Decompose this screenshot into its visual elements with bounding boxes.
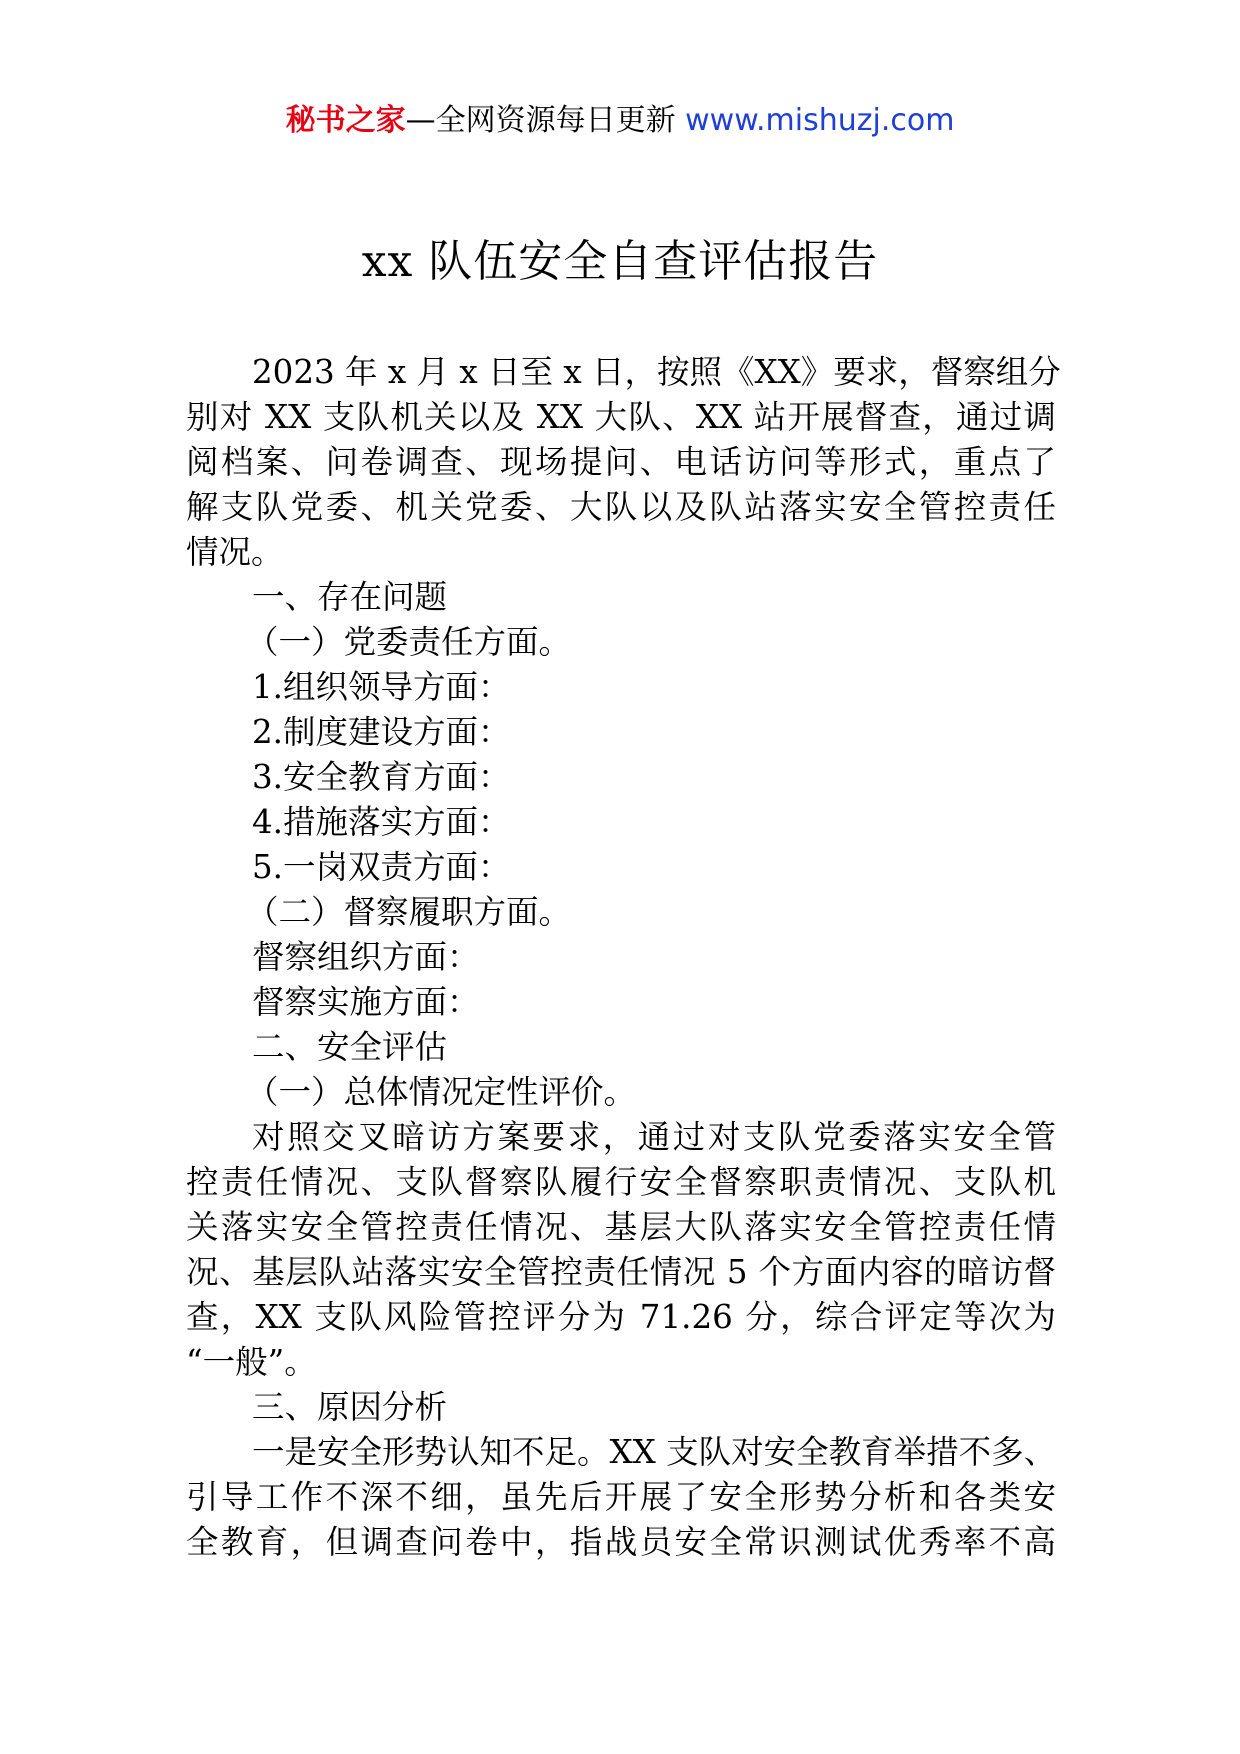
paragraph-line: “一般”。: [186, 1343, 317, 1381]
subsection-heading: （一）总体情况定性评价。: [246, 1073, 637, 1111]
list-item: 督察实施方面：: [252, 983, 480, 1021]
paragraph-line: 情况。: [186, 533, 284, 571]
paragraph-line: 一是安全形势认知不足。XX 支队对安全教育举措不多、: [252, 1433, 1057, 1471]
paragraph-line: 阅档案、问卷调查、现场提问、电话访问等形式，重点了: [186, 443, 1056, 481]
site-tagline: —全网资源每日更新: [405, 103, 686, 138]
list-item: 4.措施落实方面：: [252, 803, 511, 841]
document-title: xx 队伍安全自查评估报告: [361, 236, 879, 287]
document-body: [186, 350, 1061, 1565]
site-brand: 秘书之家: [285, 103, 406, 138]
paragraph-line: 况、基层队站落实安全管控责任情况 5 个方面内容的暗访督: [186, 1253, 1056, 1291]
paragraph-line: 引导工作不深不细，虽先后开展了安全形势分析和各类安: [186, 1478, 1056, 1516]
paragraph-line: 2023 年 x 月 x 日至 x 日，按照《XX》要求，督察组分: [252, 353, 1061, 391]
paragraph-line: 对照交叉暗访方案要求，通过对支队党委落实安全管: [252, 1118, 1056, 1156]
list-item: 2.制度建设方面：: [252, 713, 511, 751]
section-heading: 一、存在问题: [252, 578, 448, 616]
paragraph-line: 别对 XX 支队机关以及 XX 大队、XX 站开展督查，通过调: [186, 398, 1056, 436]
section-heading: 二、安全评估: [252, 1028, 448, 1066]
list-item: 3.安全教育方面：: [252, 758, 511, 796]
site-url-link[interactable]: www.mishuzj.com: [685, 103, 955, 138]
list-item: 5.一岗双责方面：: [252, 848, 511, 886]
subsection-heading: （一）党委责任方面。: [246, 623, 572, 661]
subsection-heading: （二）督察履职方面。: [246, 893, 572, 931]
list-item: 督察组织方面：: [252, 938, 480, 976]
paragraph-line: 关落实安全管控责任情况、基层大队落实安全管控责任情: [186, 1208, 1056, 1246]
paragraph-line: 控责任情况、支队督察队履行安全督察职责情况、支队机: [186, 1163, 1056, 1201]
list-item: 1.组织领导方面：: [252, 668, 511, 706]
section-heading: 三、原因分析: [252, 1388, 448, 1426]
paragraph-line: 全教育，但调查问卷中，指战员安全常识测试优秀率不高: [186, 1523, 1056, 1561]
paragraph-line: 解支队党委、机关党委、大队以及队站落实安全管控责任: [186, 488, 1056, 526]
paragraph-line: 查，XX 支队风险管控评分为 71.26 分，综合评定等次为: [186, 1298, 1056, 1336]
site-header: [0, 100, 1240, 142]
